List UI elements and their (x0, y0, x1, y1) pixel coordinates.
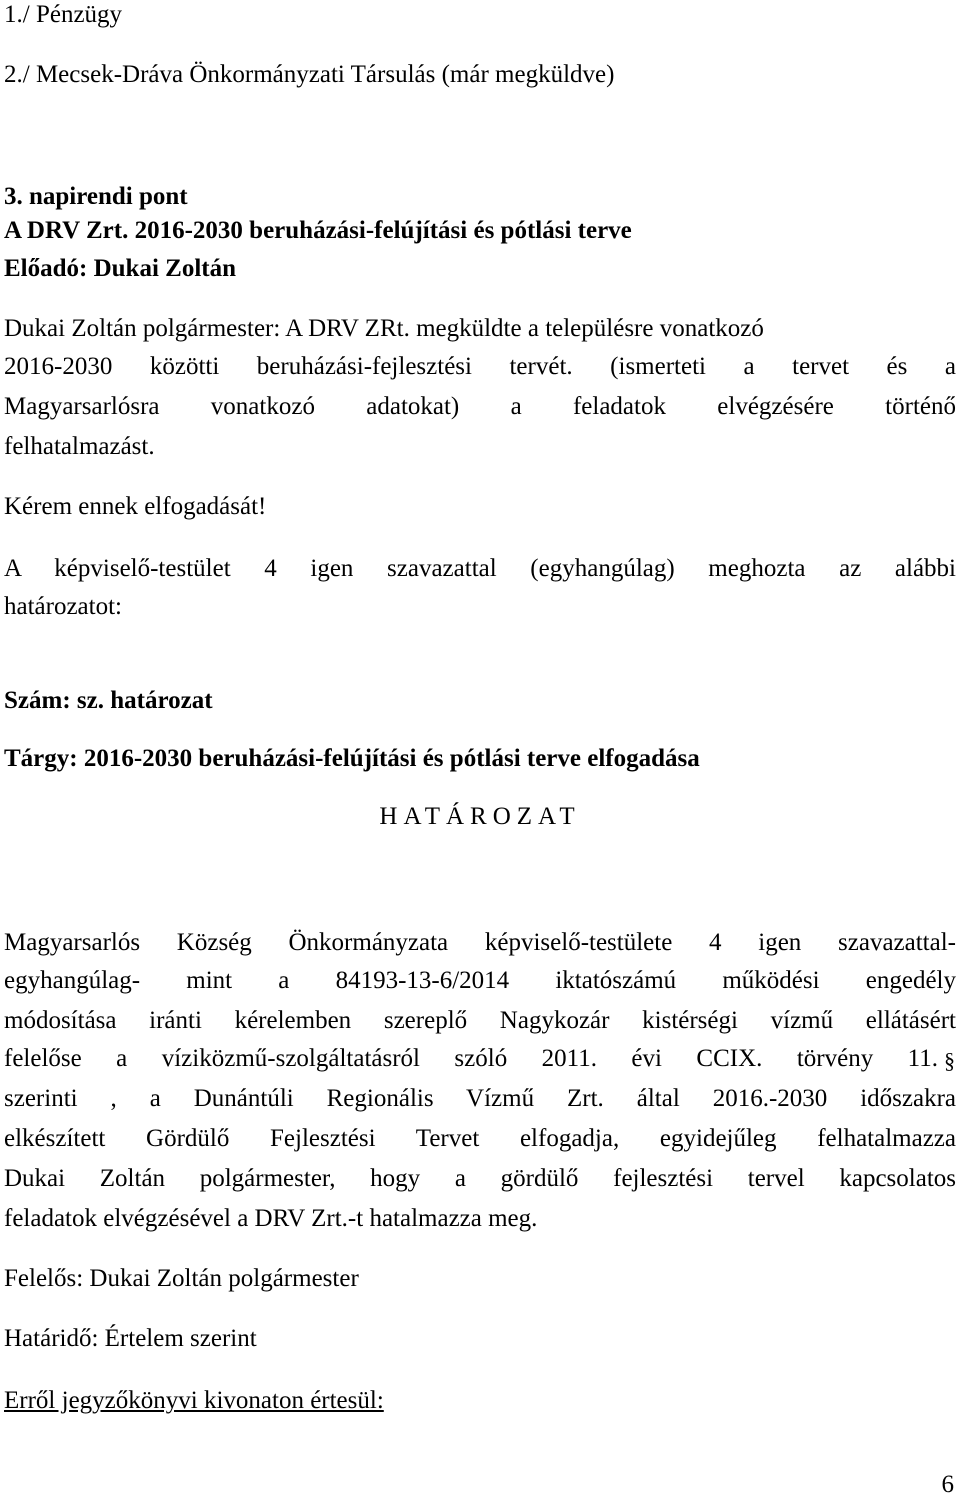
resolution-body-line: Dukai Zoltán polgármester, hogy a gördülő fejlesztési tervel kapcsolatos (4, 1165, 956, 1192)
section-title: A DRV Zrt. 2016-2030 beruházási-felújítási és pótlási terve (4, 217, 632, 244)
resolution-body-line: Magyarsarlós Község Önkormányzata képviselő-testülete 4 igen szavazattal- (4, 929, 956, 956)
speech-request: Kérem ennek elfogadását! (4, 493, 267, 520)
section-sign: § (944, 1048, 955, 1073)
resolution-subject: Tárgy: 2016-2030 beruházási-felújítási és pótlási terve elfogadása (4, 745, 700, 772)
resolution-heading: HATÁROZAT (379, 803, 581, 830)
speech-line-1-text: Dukai Zoltán polgármester: A DRV ZRt. megküldte a településre vonatkozó (4, 315, 764, 342)
resolution-body-line-text: felelőse a víziközmű-szolgáltatásról szóló 2011. évi CCIX. törvény 11. (4, 1045, 938, 1072)
notified: Erről jegyzőkönyvi kivonaton értesül: (4, 1387, 384, 1414)
agenda-item-1: 1./ Pénzügy (4, 1, 123, 28)
resolution-number: Szám: sz. határozat (4, 687, 213, 714)
vote-line-1: A képviselő-testület 4 igen szavazattal (egyhangúlag) meghozta az alábbi (4, 555, 956, 582)
resolution-body-line (4, 1044, 955, 1074)
speech-line-3-text: Magyarsarlósra vonatkozó adatokat) a feladatok elvégzésére történő (4, 393, 956, 420)
section-presenter: Előadó: Dukai Zoltán (4, 255, 237, 282)
section-number: 3. napirendi pont (4, 183, 188, 210)
page-number: 6 (941, 1471, 954, 1498)
deadline: Határidő: Értelem szerint (4, 1325, 257, 1352)
resolution-body-line: szerinti , a Dunántúli Regionális Vízmű Zrt. által 2016.-2030 időszakra (4, 1085, 956, 1112)
resolution-body-line: módosítása iránti kérelemben szereplő Nagykozár kistérségi vízmű ellátásért (4, 1007, 956, 1034)
speech-line-3 (4, 392, 956, 422)
resolution-body-line: elkészített Gördülő Fejlesztési Tervet elfogadja, egyidejűleg felhatalmazza (4, 1125, 956, 1152)
resolution-body-line: egyhangúlag- mint a 84193-13-6/2014 iktatószámú működési engedély (4, 967, 956, 994)
speech-line-2 (4, 352, 956, 382)
speech-line-2-text: 2016-2030 közötti beruházási-fejlesztési tervét. (ismerteti a tervet és a (4, 353, 956, 380)
speech-line-1 (4, 314, 956, 344)
speech-line-4: felhatalmazást. (4, 433, 155, 460)
agenda-item-2: 2./ Mecsek-Dráva Önkormányzati Társulás (már megküldve) (4, 61, 615, 88)
responsible: Felelős: Dukai Zoltán polgármester (4, 1265, 359, 1292)
vote-line-2: határozatot: (4, 593, 122, 620)
resolution-body-last: feladatok elvégzésével a DRV Zrt.-t hatalmazza meg. (4, 1205, 538, 1232)
